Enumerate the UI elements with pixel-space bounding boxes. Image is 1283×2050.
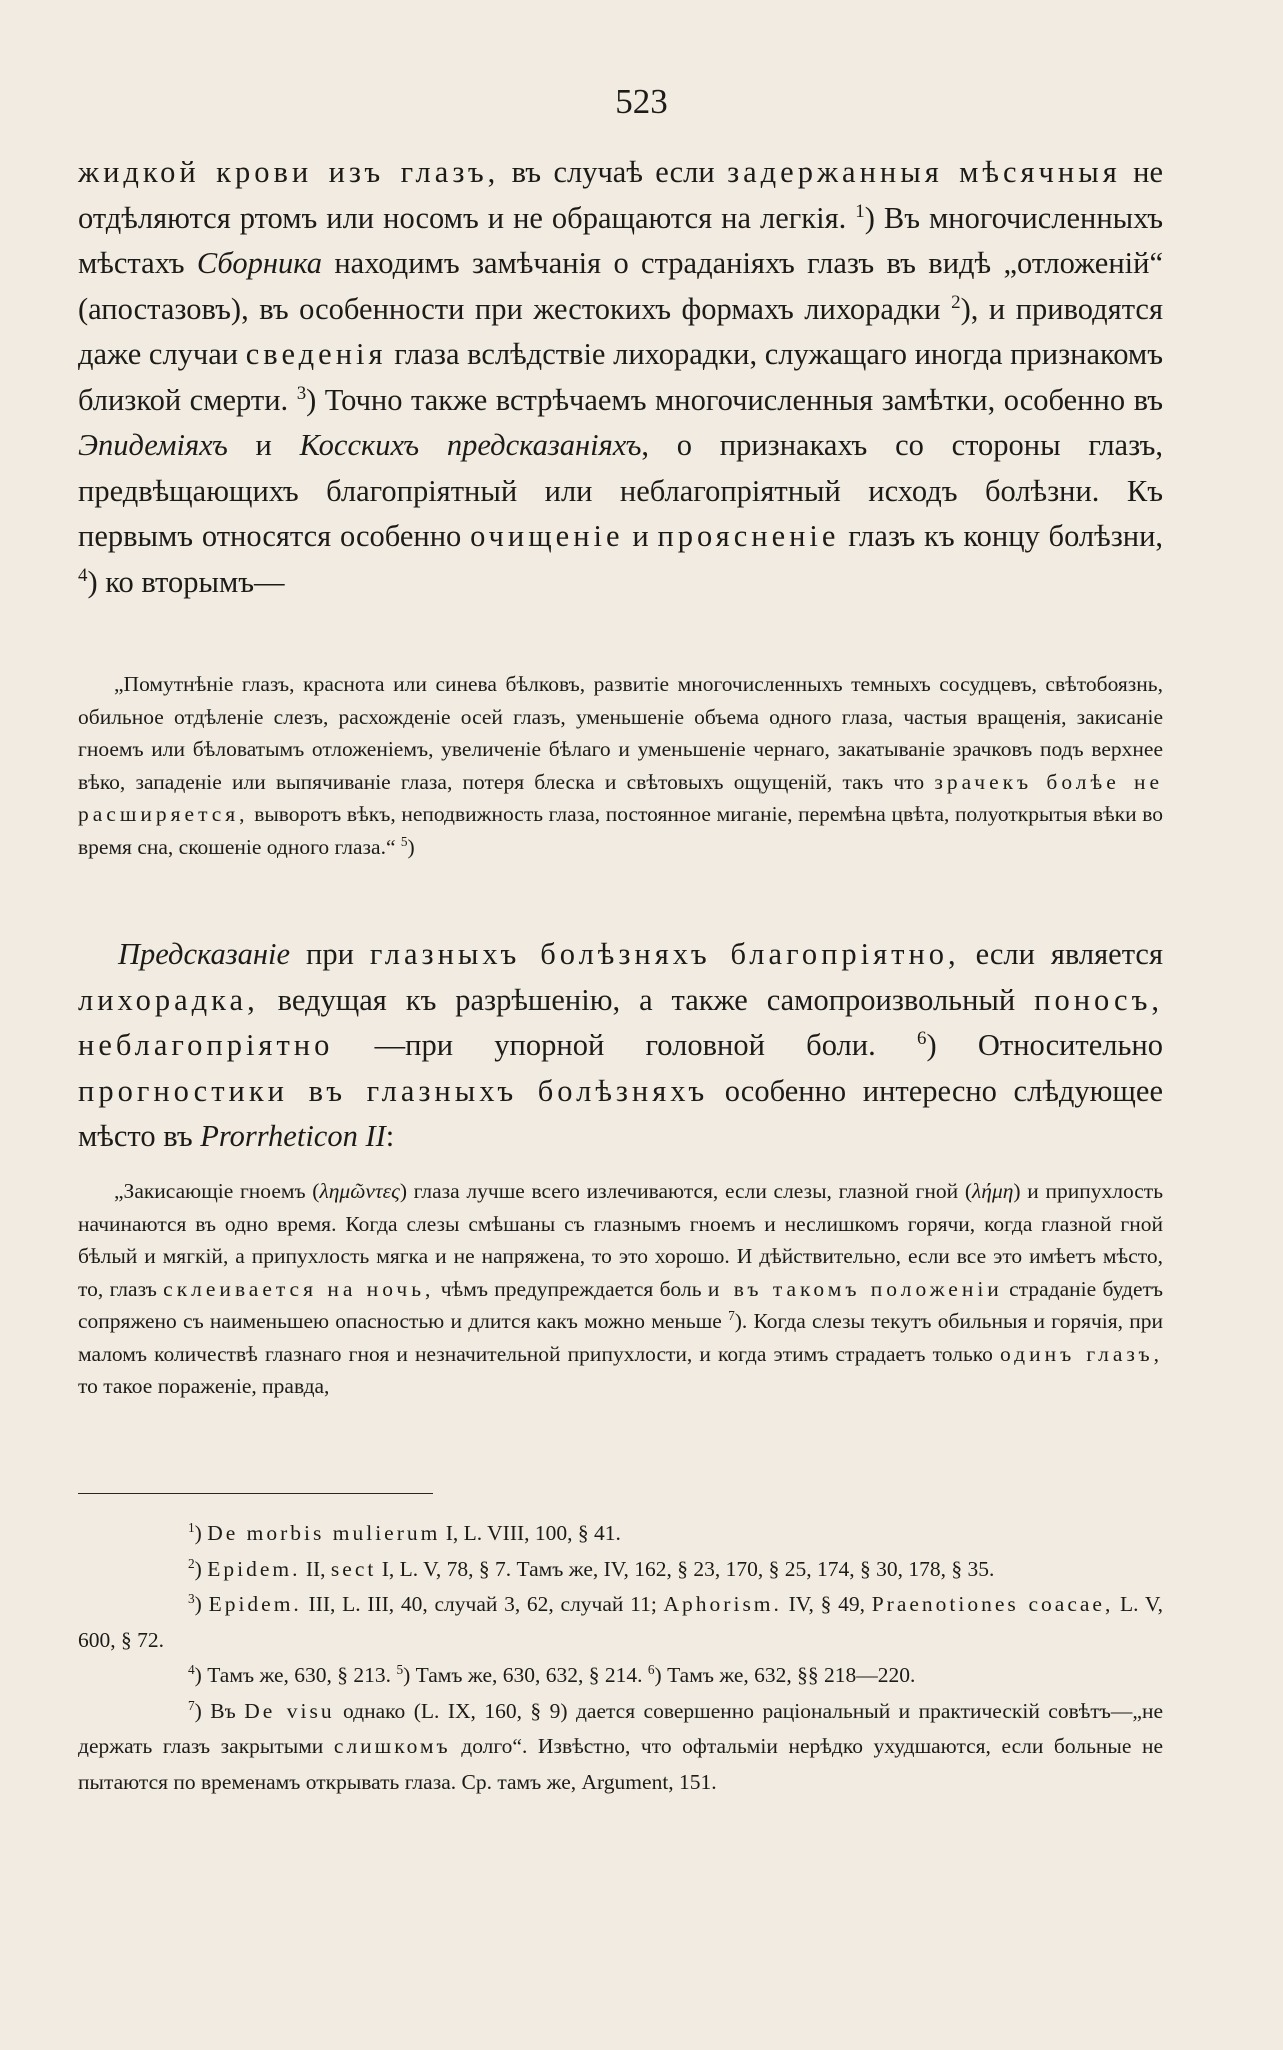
footnote-ref-2: 2 — [951, 291, 961, 313]
footnote-ref-7: 7 — [728, 1307, 735, 1323]
page-number: 523 — [615, 82, 668, 121]
footnote-divider — [78, 1493, 433, 1494]
footnote-3: $^3$) Epidem. III, L. III, 40, случай 3, 62, случай 11; Aphorism. IV, § 49, Praenotiones coacae, L. V, 600, § 72. — [78, 1590, 1164, 1652]
footnote-ref-1: 1 — [855, 200, 865, 222]
body-paragraph-1: жидкой крови изъ глазъ, въ случаѣ если задержанныя мѣсячныя не отдѣляются ртомъ или носомъ и не обращаются на легкія. $^1$) Въ многочисленныхъ мѣстахъ Сборника находимъ замѣчанія о страданіяхъ глазъ въ видѣ „отложеній“ (апостазовъ), въ особенности при жестокихъ формахъ лихорадки $^2$), и приводятся даже случаи сведенія глаза вслѣдствіе лихорадки, служащаго иногда признакомъ близкой смерти. $^3$) Точно также встрѣчаемъ многочисленныя замѣтки, особенно въ Эпидеміяхъ и Косскихъ предсказаніяхъ, о признакахъ со стороны глазъ, предвѣщающихъ благопріятный или неблагопріятный исходъ болѣзни. Къ первымъ относятся особенно очищеніе и проясненіе глазъ къ концу болѣзни, $^4$) ко вторымъ— — [78, 155, 1164, 599]
footnote-ref-3: 3 — [296, 382, 307, 404]
footnote-ref-4: 4 — [78, 564, 88, 586]
footnote-1: $^1$) De morbis mulierum I, L. VIII, 100, § 41. — [188, 1519, 621, 1545]
footnote-ref-6: 6 — [917, 1027, 927, 1049]
block-quote-2: „Закисающіе гноемъ (λημῶντες) глаза лучше всего излечиваются, если слезы, глазной гной (λήμη) и припухлость начинаются въ одно время. Когда слезы смѣшаны съ глазнымъ гноемъ и неслишкомъ горячи, когда глазной гной бѣлый и мягкій, а припухлость мягка и не напряжена, то это хорошо. И дѣйствительно, если все это имѣетъ мѣсто, то, глазъ склеивается на ночь, чѣмъ предупреждается боль и въ такомъ положеніи страданіе будетъ сопряжено съ наименьшею опасностью и длится какъ можно меньше $^7$). Когда слезы текутъ обильныя и горячія, при маломъ количествѣ глазнаго гноя и незначительной припухлости, и когда этимъ страдаетъ только одинъ глазъ, то такое пораженіе, правда, — [78, 1179, 1164, 1398]
footnotes — [78, 1516, 1163, 1800]
footnote-ref-5: 5 — [400, 833, 408, 849]
footnote-7: $^7$) Въ De visu однако (L. IX, 160, § 9) дается совершенно раціональный и практическій совѣтъ—„не держать глазъ закрытыми слишкомъ долго“. Извѣстно, что офтальміи нерѣдко ухудшаются, если больные не пытаются по временамъ открывать глаза. Ср. тамъ же, Argument, 151. — [78, 1697, 1163, 1794]
greek-word: λήμη — [971, 1179, 1014, 1203]
body-paragraph-2: Предсказаніе при глазныхъ болѣзняхъ благопріятно, если является лихорадка, ведущая къ разрѣшенію, а также самопроизвольный поносъ, неблагопріятно —при упорной головной боли. $^6$) Относительно прогностики въ глазныхъ болѣзняхъ особенно интересно слѣдующее мѣсто въ Prorrheticon II: — [78, 937, 1163, 1153]
greek-word: λημῶντες — [319, 1179, 400, 1203]
footnote-4-6: $^4$) Тамъ же, 630, § 213. $^5$) Тамъ же, 630, 632, § 214. $^6$) Тамъ же, 632, §§ 218—220. — [188, 1661, 916, 1687]
block-quote-1: „Помутнѣніе глазъ, краснота или синева бѣлковъ, развитіе многочисленныхъ темныхъ сосудцевъ, свѣтобоязнь, обильное отдѣленіе слезъ, расхожденіе осей глазъ, уменьшеніе объема одного глаза, частыя вращенія, закисаніе гноемъ или бѣловатымъ отложеніемъ, увеличеніе бѣлаго и уменьшеніе чернаго, закатываніе зрачковъ подъ верхнее вѣко, западеніе или выпячиваніе глаза, потеря блеска и свѣтовыхъ ощущеній, такъ что зрачекъ болѣе не расширяется, выворотъ вѣкъ, неподвижность глаза, постоянное миганіе, перемѣна цвѣта, полуоткрытыя вѣки во время сна, скошеніе одного глаза.“ $^5$) — [78, 672, 1163, 859]
footnote-2: $^2$) Epidem. II, sect I, L. V, 78, § 7. Тамъ же, IV, 162, § 23, 170, § 25, 174, § 30, 178, § 35. — [188, 1555, 995, 1581]
